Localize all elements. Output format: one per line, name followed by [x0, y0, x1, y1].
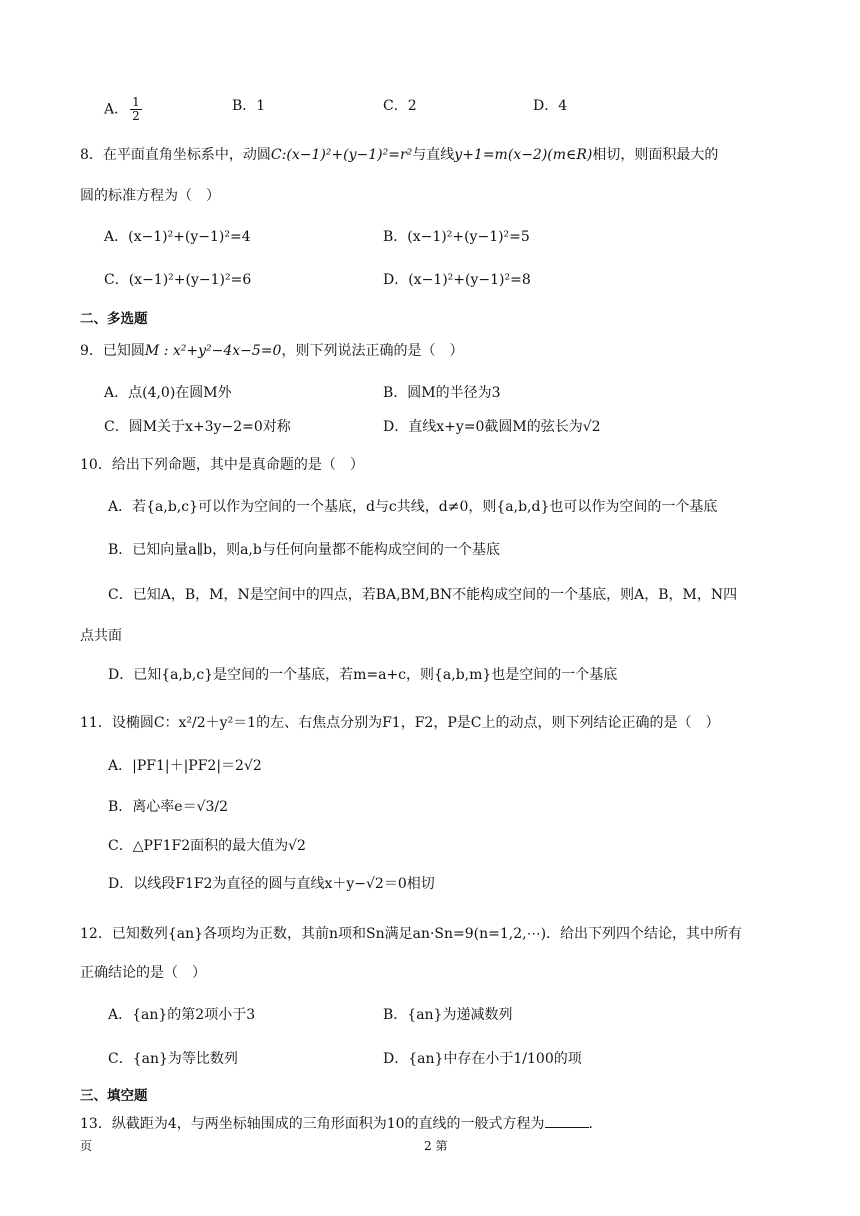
- q9-option-d: D．直线x+y=0截圆M的弦长为√2: [383, 419, 601, 435]
- q10-option-c: C．已知A，B，M，N是空间中的四点，若BA,BM,BN不能构成空间的一个基底，则A，B，M，N四: [108, 587, 738, 603]
- q10-option-d: D．已知{a,b,c}是空间的一个基底，若m=a+c，则{a,b,m}也是空间的一个基底: [108, 667, 618, 683]
- q7-option-a: A． $\frac{1}{2}$: [104, 95, 140, 123]
- q8-stem: 8．在平面直角坐标系中，动圆C:(x−1)²+(y−1)²=r²与直线y+1=m(x−2)(m∈R)相切，则面积最大的: [80, 147, 719, 163]
- q11-stem: 11．设椭圆C：x²/2＋y²＝1的左、右焦点分别为F1，F2，P是C上的动点，则下列结论正确的是（ ）: [80, 715, 720, 731]
- q13-stem: 13．纵截距为4，与两坐标轴围成的三角形面积为10的直线的一般式方程为 ．: [80, 1116, 603, 1132]
- footer-left: 页: [80, 1139, 93, 1153]
- q12-option-d: D．{an}中存在小于1/100的项: [383, 1051, 582, 1067]
- answer-blank: [545, 1127, 589, 1128]
- q8-option-c: C．(x−1)²+(y−1)²=6: [104, 272, 252, 288]
- section-heading-multi-choice: 二、多选题: [80, 311, 148, 327]
- q12-stem-cont: 正确结论的是（ ）: [80, 965, 206, 981]
- q11-option-a: A．|PF1|＋|PF2|＝2√2: [108, 758, 262, 774]
- q11-option-c: C．△PF1F2面积的最大值为√2: [108, 838, 306, 854]
- section-heading-fill-blank: 三、填空题: [80, 1088, 148, 1104]
- q12-option-b: B．{an}为递减数列: [383, 1007, 513, 1023]
- q7-option-b: B．1: [232, 98, 266, 114]
- q10-option-b: B．已知向量a∥b，则a,b与任何向量都不能构成空间的一个基底: [108, 542, 500, 558]
- q8-option-d: D．(x−1)²+(y−1)²=8: [383, 272, 531, 288]
- q10-option-c-cont: 点共面: [80, 628, 122, 644]
- q9-stem: 9．已知圆M : x²+y²−4x−5=0，则下列说法正确的是（ ）: [80, 343, 464, 359]
- q11-option-d: D．以线段F1F2为直径的圆与直线x＋y−√2＝0相切: [108, 876, 435, 892]
- q12-stem: 12．已知数列{an}各项均为正数，其前n项和Sn满足an·Sn=9(n=1,2,⋯)．给出下列四个结论，其中所有: [80, 926, 743, 942]
- q9-option-c: C．圆M关于x+3y−2=0对称: [104, 419, 291, 435]
- q12-option-a: A．{an}的第2项小于3: [108, 1007, 256, 1023]
- q12-option-c: C．{an}为等比数列: [108, 1051, 238, 1067]
- footer-page-number: 2 第: [424, 1139, 448, 1153]
- q7-option-d: D．4: [533, 98, 568, 114]
- q8-option-b: B．(x−1)²+(y−1)²=5: [383, 229, 530, 245]
- q8-stem-cont: 圆的标准方程为（ ）: [80, 188, 220, 204]
- q10-stem: 10．给出下列命题，其中是真命题的是（ ）: [80, 457, 364, 473]
- q9-option-a: A．点(4,0)在圆M外: [104, 385, 232, 401]
- q9-option-b: B．圆M的半径为3: [383, 385, 501, 401]
- q7-option-c: C．2: [383, 98, 417, 114]
- q8-option-a: A．(x−1)²+(y−1)²=4: [104, 229, 251, 245]
- q10-option-a: A．若{a,b,c}可以作为空间的一个基底，d与c共线，d≠0，则{a,b,d}也可以作为空间的一个基底: [108, 499, 718, 515]
- q11-option-b: B．离心率e＝√3/2: [108, 799, 229, 815]
